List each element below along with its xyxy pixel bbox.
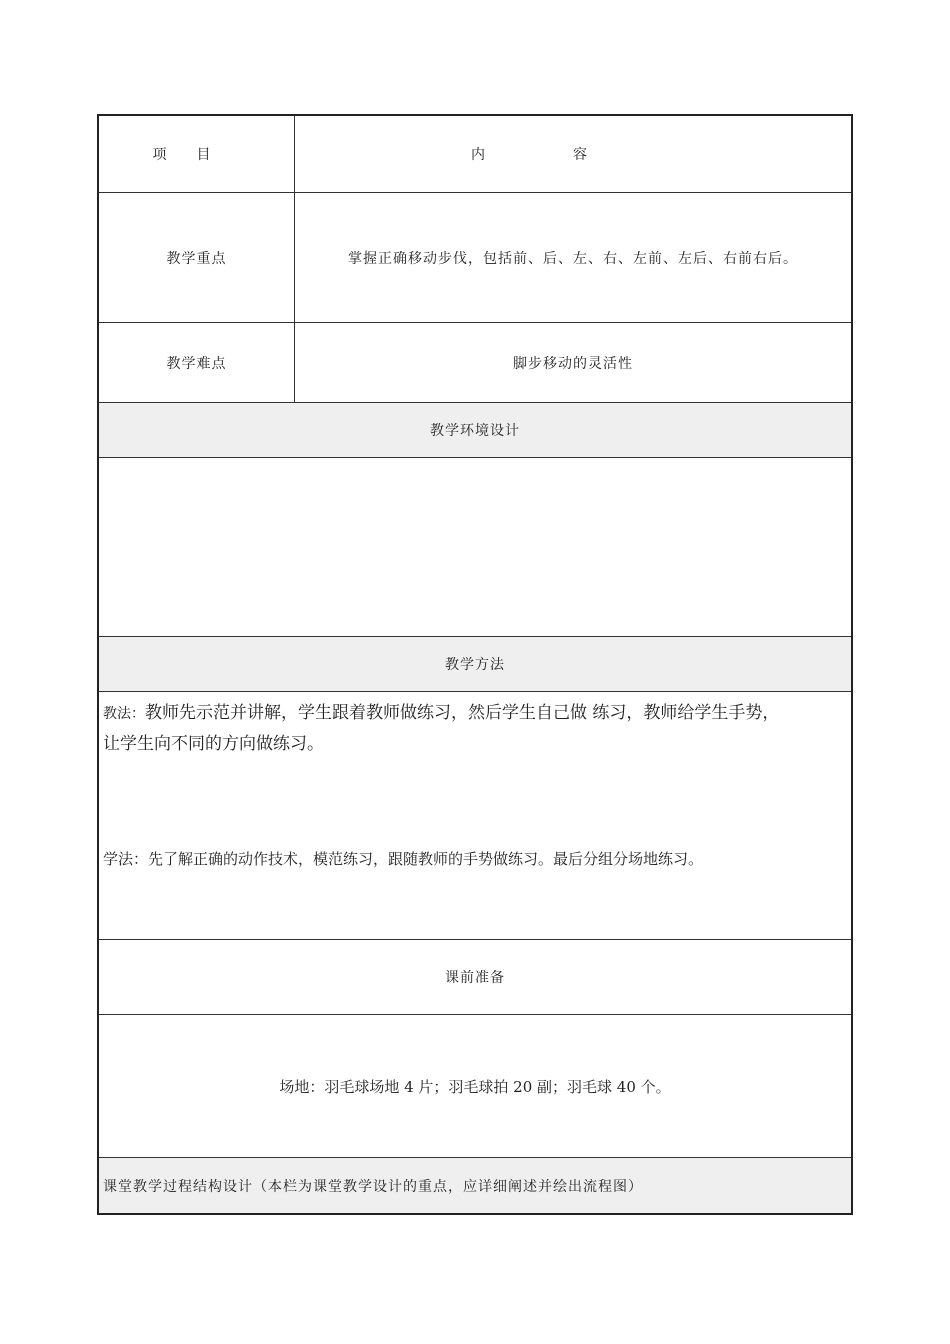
header-content-cell <box>295 116 851 192</box>
teaching-method-label: 教法： <box>103 706 145 722</box>
lesson-plan-table <box>97 114 853 1215</box>
header-item-cell <box>99 116 295 192</box>
key-point-value-cell <box>295 193 851 322</box>
preparation-body: 场地：羽毛球场地 4 片；羽毛球拍 20 副；羽毛球 40 个。 <box>279 1077 671 1096</box>
learning-method-label: 学法： <box>103 850 149 868</box>
key-point-label-cell <box>99 193 295 322</box>
environment-title: 教学环境设计 <box>430 423 520 439</box>
difficulty-row <box>99 323 851 403</box>
preparation-body-row <box>99 1015 851 1158</box>
methods-body-row <box>99 692 851 940</box>
header-content-label: 内容 <box>471 147 675 163</box>
teaching-method-text-line1: 教师先示范并讲解，学生跟着教师做练习，然后学生自己做 练习，教师给学生手势， <box>145 703 780 723</box>
difficulty-label: 教学难点 <box>166 355 227 372</box>
key-point-row <box>99 193 851 323</box>
environment-body-row <box>99 458 851 637</box>
difficulty-value-cell <box>295 323 851 402</box>
teaching-method-text-line2: 让学生向不同的方向做练习。 <box>103 734 324 754</box>
key-point-value: 掌握正确移动步伐，包括前、后、左、右、左前、左后、右前右后。 <box>348 250 798 267</box>
environment-title-row <box>99 403 851 458</box>
header-item-label: 项目 <box>152 147 241 163</box>
learning-method <box>103 844 847 874</box>
process-title: 课堂教学过程结构设计（本栏为课堂教学设计的重点，应详细阐述并绘出流程图） <box>103 1178 643 1195</box>
key-point-label: 教学重点 <box>166 250 227 267</box>
teaching-method <box>103 698 847 759</box>
difficulty-value: 脚步移动的灵活性 <box>513 355 633 372</box>
preparation-title-row <box>99 940 851 1015</box>
header-row <box>99 116 851 193</box>
learning-method-text: 先了解正确的动作技术，模范练习，跟随教师的手势做练习。最后分组分场地练习。 <box>148 850 704 868</box>
difficulty-label-cell <box>99 323 295 402</box>
methods-title-row <box>99 637 851 692</box>
preparation-title: 课前准备 <box>445 970 505 986</box>
process-title-row <box>99 1158 851 1213</box>
methods-title: 教学方法 <box>445 657 505 673</box>
